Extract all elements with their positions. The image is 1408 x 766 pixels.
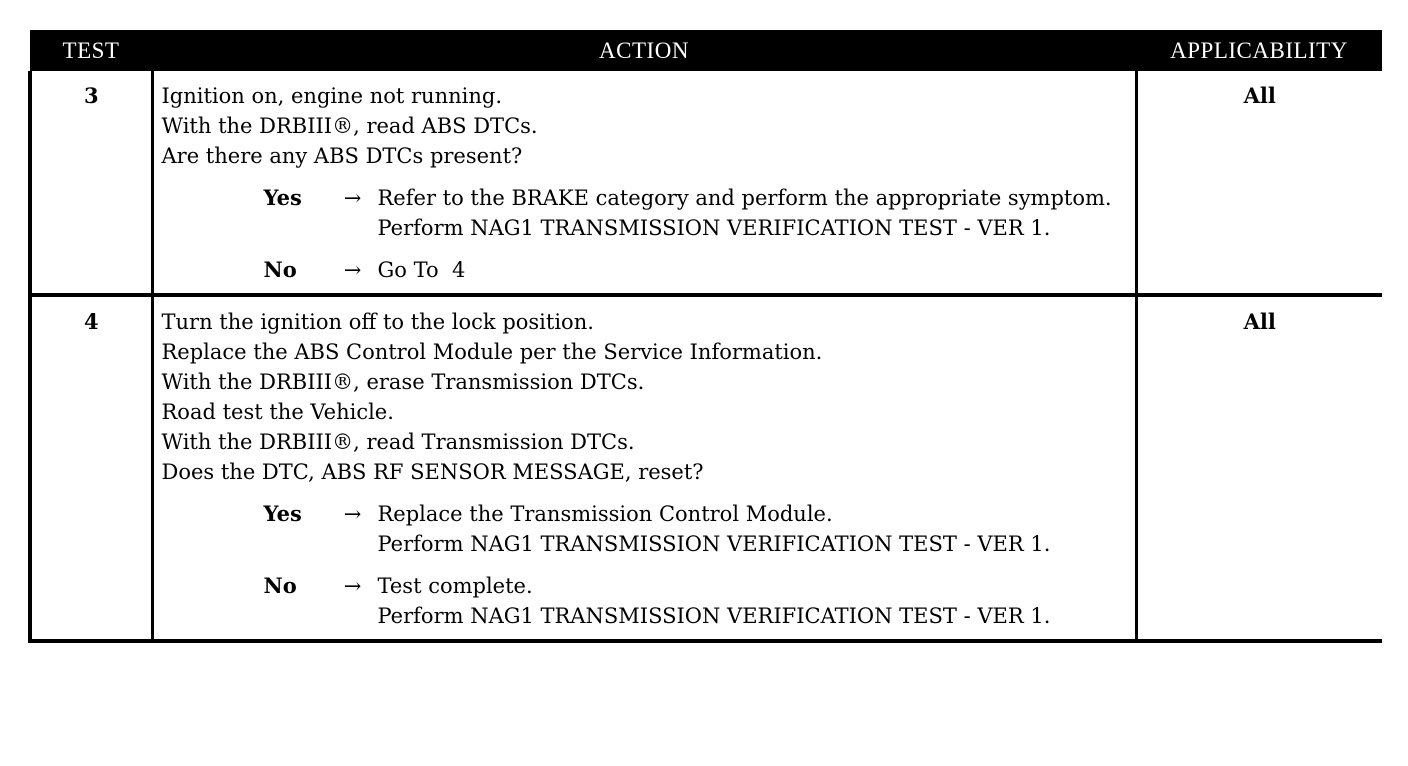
applicability-value: All [1243,309,1276,334]
yes-label: Yes [263,185,302,210]
header-action: ACTION [152,30,1136,71]
no-branch [162,255,1127,285]
step-text: Are there any ABS DTCs present? [161,144,523,168]
no-result [378,571,1127,631]
no-branch [162,571,1127,631]
diagnostic-test-table [28,30,1382,643]
no-result [378,255,1127,285]
no-label: No [263,573,297,598]
right-arrow-icon: → [343,186,362,210]
right-arrow-icon: → [343,574,362,598]
no-label: No [263,257,297,282]
step-text: With the DRBIII®, erase Transmission DTCs. [161,370,645,394]
result-line: Refer to the BRAKE category and perform the appropriate symptom. [377,186,1112,210]
yes-result [378,183,1127,243]
result-line: Perform NAG1 TRANSMISSION VERIFICATION TEST - VER 1. [377,604,1051,628]
result-line: Perform NAG1 TRANSMISSION VERIFICATION TEST - VER 1. [377,216,1051,240]
right-arrow-icon: → [343,502,362,526]
test-row-4 [30,295,1382,641]
applicability-value: All [1243,83,1276,108]
step-text: Replace the ABS Control Module per the Service Information. [161,340,823,364]
step-text: Turn the ignition off to the lock position. [161,310,594,334]
yes-branch [162,499,1127,559]
action-cell [152,295,1136,641]
action-cell [152,71,1136,295]
yes-result [378,499,1127,559]
right-arrow-icon: → [343,258,362,282]
step-text: Ignition on, engine not running. [161,84,502,108]
step-text: With the DRBIII®, read Transmission DTCs. [161,430,635,454]
header-applicability: APPLICABILITY [1136,30,1382,71]
header-test: TEST [30,30,152,71]
result-line: Go To 4 [377,258,466,282]
step-text: Road test the Vehicle. [161,400,394,424]
yes-label: Yes [263,501,302,526]
yes-branch [162,183,1127,243]
result-line: Perform NAG1 TRANSMISSION VERIFICATION TEST - VER 1. [377,532,1051,556]
table-header-row [30,30,1382,71]
test-number: 4 [30,295,152,641]
result-line: Replace the Transmission Control Module. [377,502,833,526]
result-line: Test complete. [377,574,533,598]
step-text: Does the DTC, ABS RF SENSOR MESSAGE, reset? [161,460,704,484]
test-row-3 [30,71,1382,295]
step-text: With the DRBIII®, read ABS DTCs. [161,114,538,138]
test-number: 3 [30,71,152,295]
